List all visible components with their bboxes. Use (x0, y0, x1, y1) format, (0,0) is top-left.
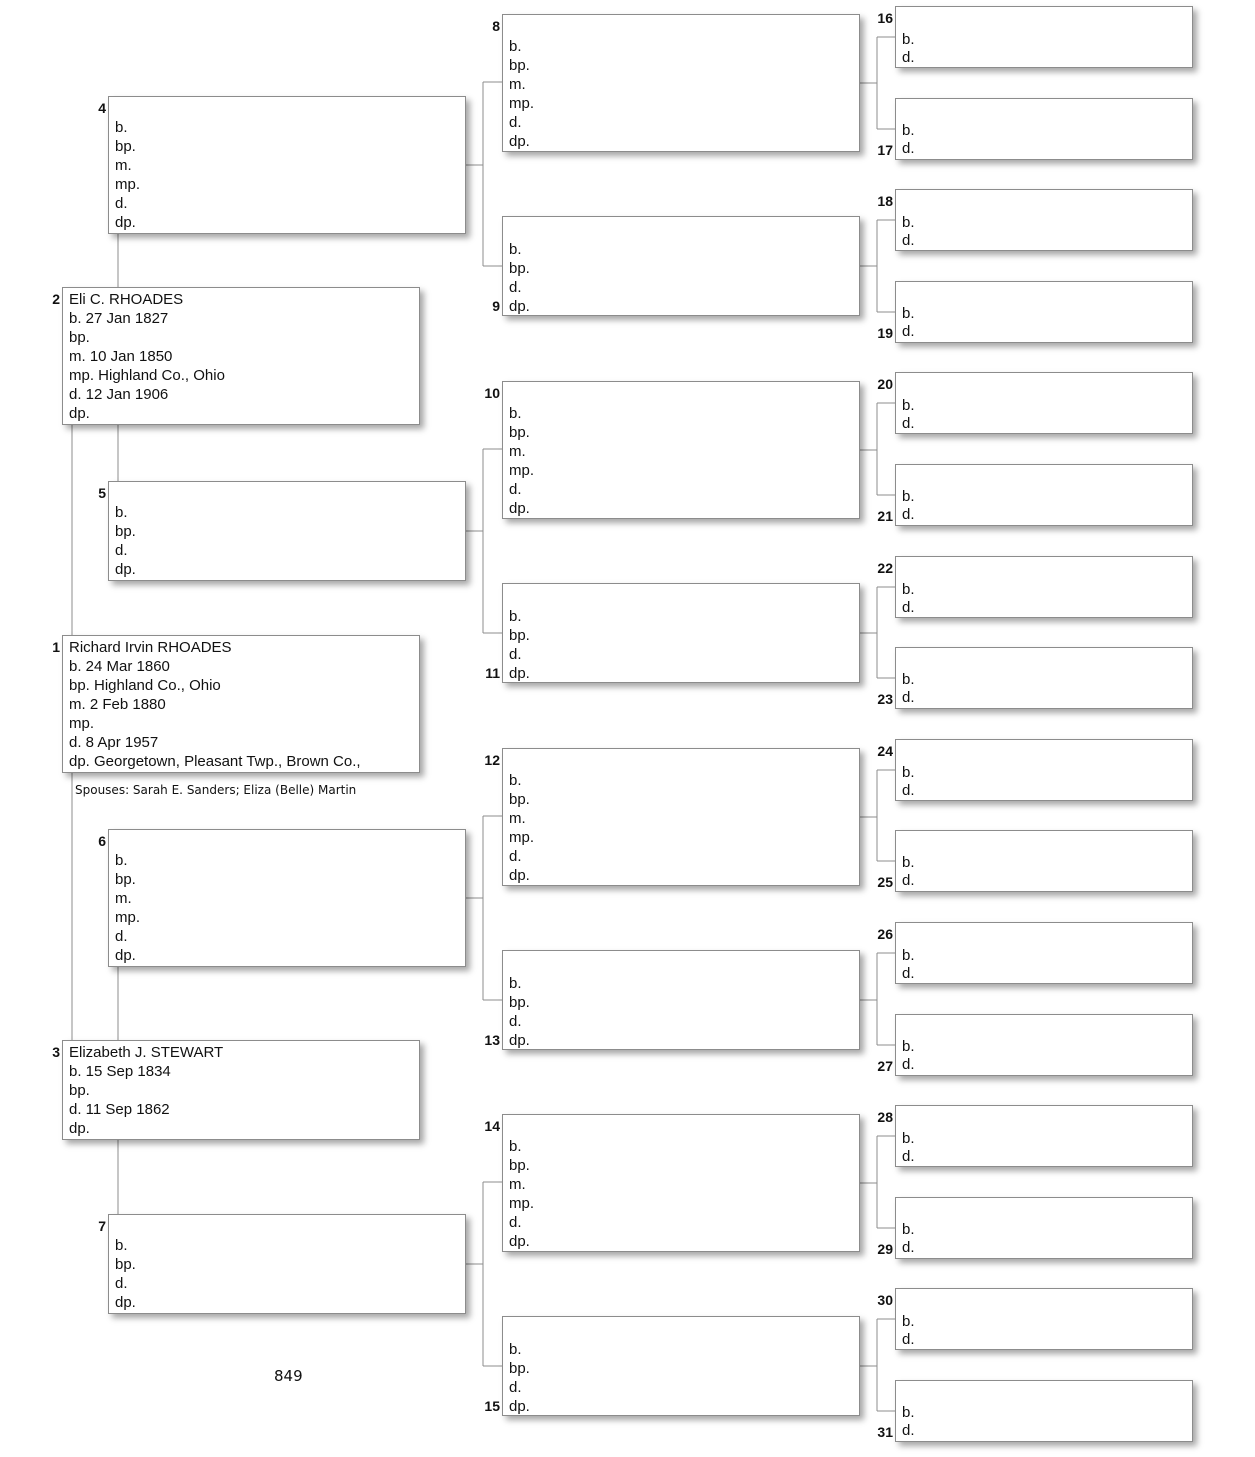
person-name: Richard Irvin RHOADES (69, 639, 232, 656)
person-number: 13 (484, 1032, 500, 1048)
person-detail: mp. (509, 95, 535, 112)
person-detail: bp. (509, 791, 530, 808)
person-detail: b. 27 Jan 1827 (69, 310, 169, 327)
person-number: 4 (98, 100, 106, 116)
person-box-21 (895, 464, 1193, 526)
person-number: 11 (485, 665, 500, 681)
person-box-29 (895, 1197, 1193, 1259)
person-number: 21 (877, 508, 893, 524)
person-detail: m. 10 Jan 1850 (69, 348, 173, 365)
person-detail: d. (509, 279, 522, 296)
person-number: 15 (484, 1398, 500, 1414)
person-detail: b. (902, 854, 915, 871)
person-detail: dp. (509, 1032, 530, 1049)
person-number: 8 (492, 18, 500, 34)
person-detail: bp. (115, 871, 136, 888)
person-number: 9 (492, 298, 500, 314)
person-detail: bp. (509, 627, 530, 644)
person-detail: mp. (115, 176, 141, 193)
person-detail: dp. (115, 947, 136, 964)
person-box-5 (108, 481, 466, 581)
person-detail: b. (509, 241, 522, 258)
person-detail: b. (509, 1341, 522, 1358)
person-box-25 (895, 830, 1193, 892)
person-detail: dp. (69, 405, 90, 422)
person-detail: b. (509, 1138, 522, 1155)
person-box-30 (895, 1288, 1193, 1350)
person-detail: d. (902, 872, 915, 889)
person-detail: bp. (509, 260, 530, 277)
person-detail: b. (509, 608, 522, 625)
person-detail: d. (902, 1148, 915, 1165)
person-detail: b. (115, 1237, 128, 1254)
person-number: 30 (877, 1292, 893, 1308)
person-detail: d. (509, 1214, 522, 1231)
person-detail: m. 2 Feb 1880 (69, 696, 166, 713)
person-detail: dp. (115, 214, 136, 231)
person-detail: dp. (115, 561, 136, 578)
person-detail: d. (509, 1379, 522, 1396)
person-detail: b. (115, 119, 128, 136)
person-number: 3 (52, 1044, 60, 1060)
person-detail: bp. (509, 1157, 530, 1174)
person-number: 26 (877, 926, 893, 942)
person-detail: b. (509, 405, 522, 422)
person-detail: m. (115, 157, 132, 174)
person-detail: d. (902, 415, 915, 432)
person-detail: d. (509, 848, 522, 865)
person-detail: d. 8 Apr 1957 (69, 734, 159, 751)
person-detail: dp. (509, 1398, 530, 1415)
person-detail: b. (902, 1038, 915, 1055)
person-detail: d. (115, 1275, 128, 1292)
person-box-19 (895, 281, 1193, 343)
person-detail: b. (115, 852, 128, 869)
person-number: 22 (877, 560, 893, 576)
person-detail: d. 12 Jan 1906 (69, 386, 169, 403)
person-detail: d. (902, 506, 915, 523)
person-detail: bp. (509, 1360, 530, 1377)
person-detail: d. (902, 1056, 915, 1073)
person-detail: d. (115, 542, 128, 559)
person-box-24 (895, 739, 1193, 801)
person-detail: b. (902, 31, 915, 48)
person-detail: m. (509, 76, 526, 93)
person-detail: dp. (509, 298, 530, 315)
person-detail: d. (509, 114, 522, 131)
person-box-28 (895, 1105, 1193, 1167)
person-number: 10 (484, 385, 500, 401)
person-number: 31 (877, 1424, 893, 1440)
person-number: 19 (877, 325, 893, 341)
person-name: Elizabeth J. STEWART (69, 1044, 224, 1061)
person-detail: d. (902, 782, 915, 799)
person-detail: b. (902, 488, 915, 505)
person-box-27 (895, 1014, 1193, 1076)
person-detail: b. (902, 764, 915, 781)
person-number: 27 (877, 1058, 893, 1074)
person-detail: bp. (69, 1082, 90, 1099)
person-box-2 (62, 287, 420, 425)
person-detail: m. (509, 810, 526, 827)
person-box-26 (895, 922, 1193, 984)
person-number: 16 (877, 10, 893, 26)
person-detail: b. (902, 305, 915, 322)
person-detail: m. (509, 1176, 526, 1193)
person-detail: d. (902, 1239, 915, 1256)
person-box-3 (62, 1040, 420, 1140)
person-detail: bp. (115, 523, 136, 540)
person-box-8 (502, 14, 860, 152)
person-detail: mp. (509, 462, 535, 479)
person-detail: mp. (509, 829, 535, 846)
person-detail: d. (115, 928, 128, 945)
person-box-18 (895, 189, 1193, 251)
person-detail: d. (902, 599, 915, 616)
person-detail: b. (902, 671, 915, 688)
person-detail: dp. (509, 867, 530, 884)
person-detail: dp. (509, 665, 530, 682)
person-box-22 (895, 556, 1193, 618)
person-detail: b. (115, 504, 128, 521)
person-detail: d. (509, 1013, 522, 1030)
person-box-14 (502, 1114, 860, 1252)
person-detail: b. 24 Mar 1860 (69, 658, 170, 675)
person-number: 5 (98, 485, 106, 501)
person-detail: d. (509, 481, 522, 498)
person-detail: m. (509, 443, 526, 460)
person-box-16 (895, 6, 1193, 68)
person-detail: dp. (509, 133, 530, 150)
person-name: Eli C. RHOADES (69, 291, 184, 308)
person-detail: dp. (509, 1233, 530, 1250)
person-box-7 (108, 1214, 466, 1314)
person-detail: d. (115, 195, 128, 212)
person-detail: d. 11 Sep 1862 (69, 1101, 170, 1118)
person-number: 14 (484, 1118, 500, 1134)
person-number: 28 (877, 1109, 893, 1125)
person-detail: d. (902, 965, 915, 982)
person-detail: m. (115, 890, 132, 907)
person-box-13 (502, 950, 860, 1050)
person-detail: d. (902, 689, 915, 706)
person-detail: bp. (115, 1256, 136, 1273)
person-detail: bp. (509, 57, 530, 74)
person-detail: b. (902, 397, 915, 414)
person-detail: dp. (509, 500, 530, 517)
person-box-6 (108, 829, 466, 967)
person-box-23 (895, 647, 1193, 709)
person-number: 25 (877, 874, 893, 890)
person-detail: mp. (509, 1195, 535, 1212)
person-detail: dp. (115, 1294, 136, 1311)
person-detail: b. (902, 581, 915, 598)
person-detail: dp. Georgetown, Pleasant Twp., Brown Co., (69, 753, 361, 770)
person-number: 23 (877, 691, 893, 707)
person-box-15 (502, 1316, 860, 1416)
person-box-20 (895, 372, 1193, 434)
person-detail: d. (902, 49, 915, 66)
person-number: 6 (98, 833, 106, 849)
person-number: 7 (98, 1218, 106, 1234)
person-number: 12 (484, 752, 500, 768)
person-box-31 (895, 1380, 1193, 1442)
person-detail: bp. (509, 424, 530, 441)
person-detail: dp. (69, 1120, 90, 1137)
person-number: 18 (877, 193, 893, 209)
person-number: 29 (877, 1241, 893, 1257)
person-detail: d. (902, 140, 915, 157)
person-detail: b. (509, 975, 522, 992)
person-detail: bp. Highland Co., Ohio (69, 677, 221, 694)
person-box-12 (502, 748, 860, 886)
person-box-4 (108, 96, 466, 234)
person-detail: b. (902, 1221, 915, 1238)
person-detail: bp. (509, 994, 530, 1011)
spouses-note: Spouses: Sarah E. Sanders; Eliza (Belle) Martin (75, 783, 357, 797)
person-detail: b. (902, 1404, 915, 1421)
person-detail: mp. (69, 715, 95, 732)
person-detail: d. (509, 646, 522, 663)
page-number: 849 (274, 1367, 303, 1385)
person-detail: d. (902, 232, 915, 249)
person-detail: mp. Highland Co., Ohio (69, 367, 225, 384)
person-detail: b. (902, 1313, 915, 1330)
person-detail: b. (902, 1130, 915, 1147)
person-box-11 (502, 583, 860, 683)
person-number: 24 (877, 743, 893, 759)
person-detail: b. (902, 122, 915, 139)
person-number: 17 (877, 142, 893, 158)
person-detail: d. (902, 1331, 915, 1348)
person-box-10 (502, 381, 860, 519)
person-detail: mp. (115, 909, 141, 926)
person-box-17 (895, 98, 1193, 160)
person-detail: b. (902, 947, 915, 964)
person-detail: b. (902, 214, 915, 231)
person-detail: b. (509, 772, 522, 789)
person-detail: b. (509, 38, 522, 55)
person-number: 1 (52, 639, 60, 655)
person-detail: d. (902, 1422, 915, 1439)
person-detail: bp. (69, 329, 90, 346)
person-number: 20 (877, 376, 893, 392)
person-detail: b. 15 Sep 1834 (69, 1063, 171, 1080)
person-number: 2 (52, 291, 60, 307)
person-box-1 (62, 635, 420, 773)
person-detail: bp. (115, 138, 136, 155)
person-box-9 (502, 216, 860, 316)
person-detail: d. (902, 323, 915, 340)
